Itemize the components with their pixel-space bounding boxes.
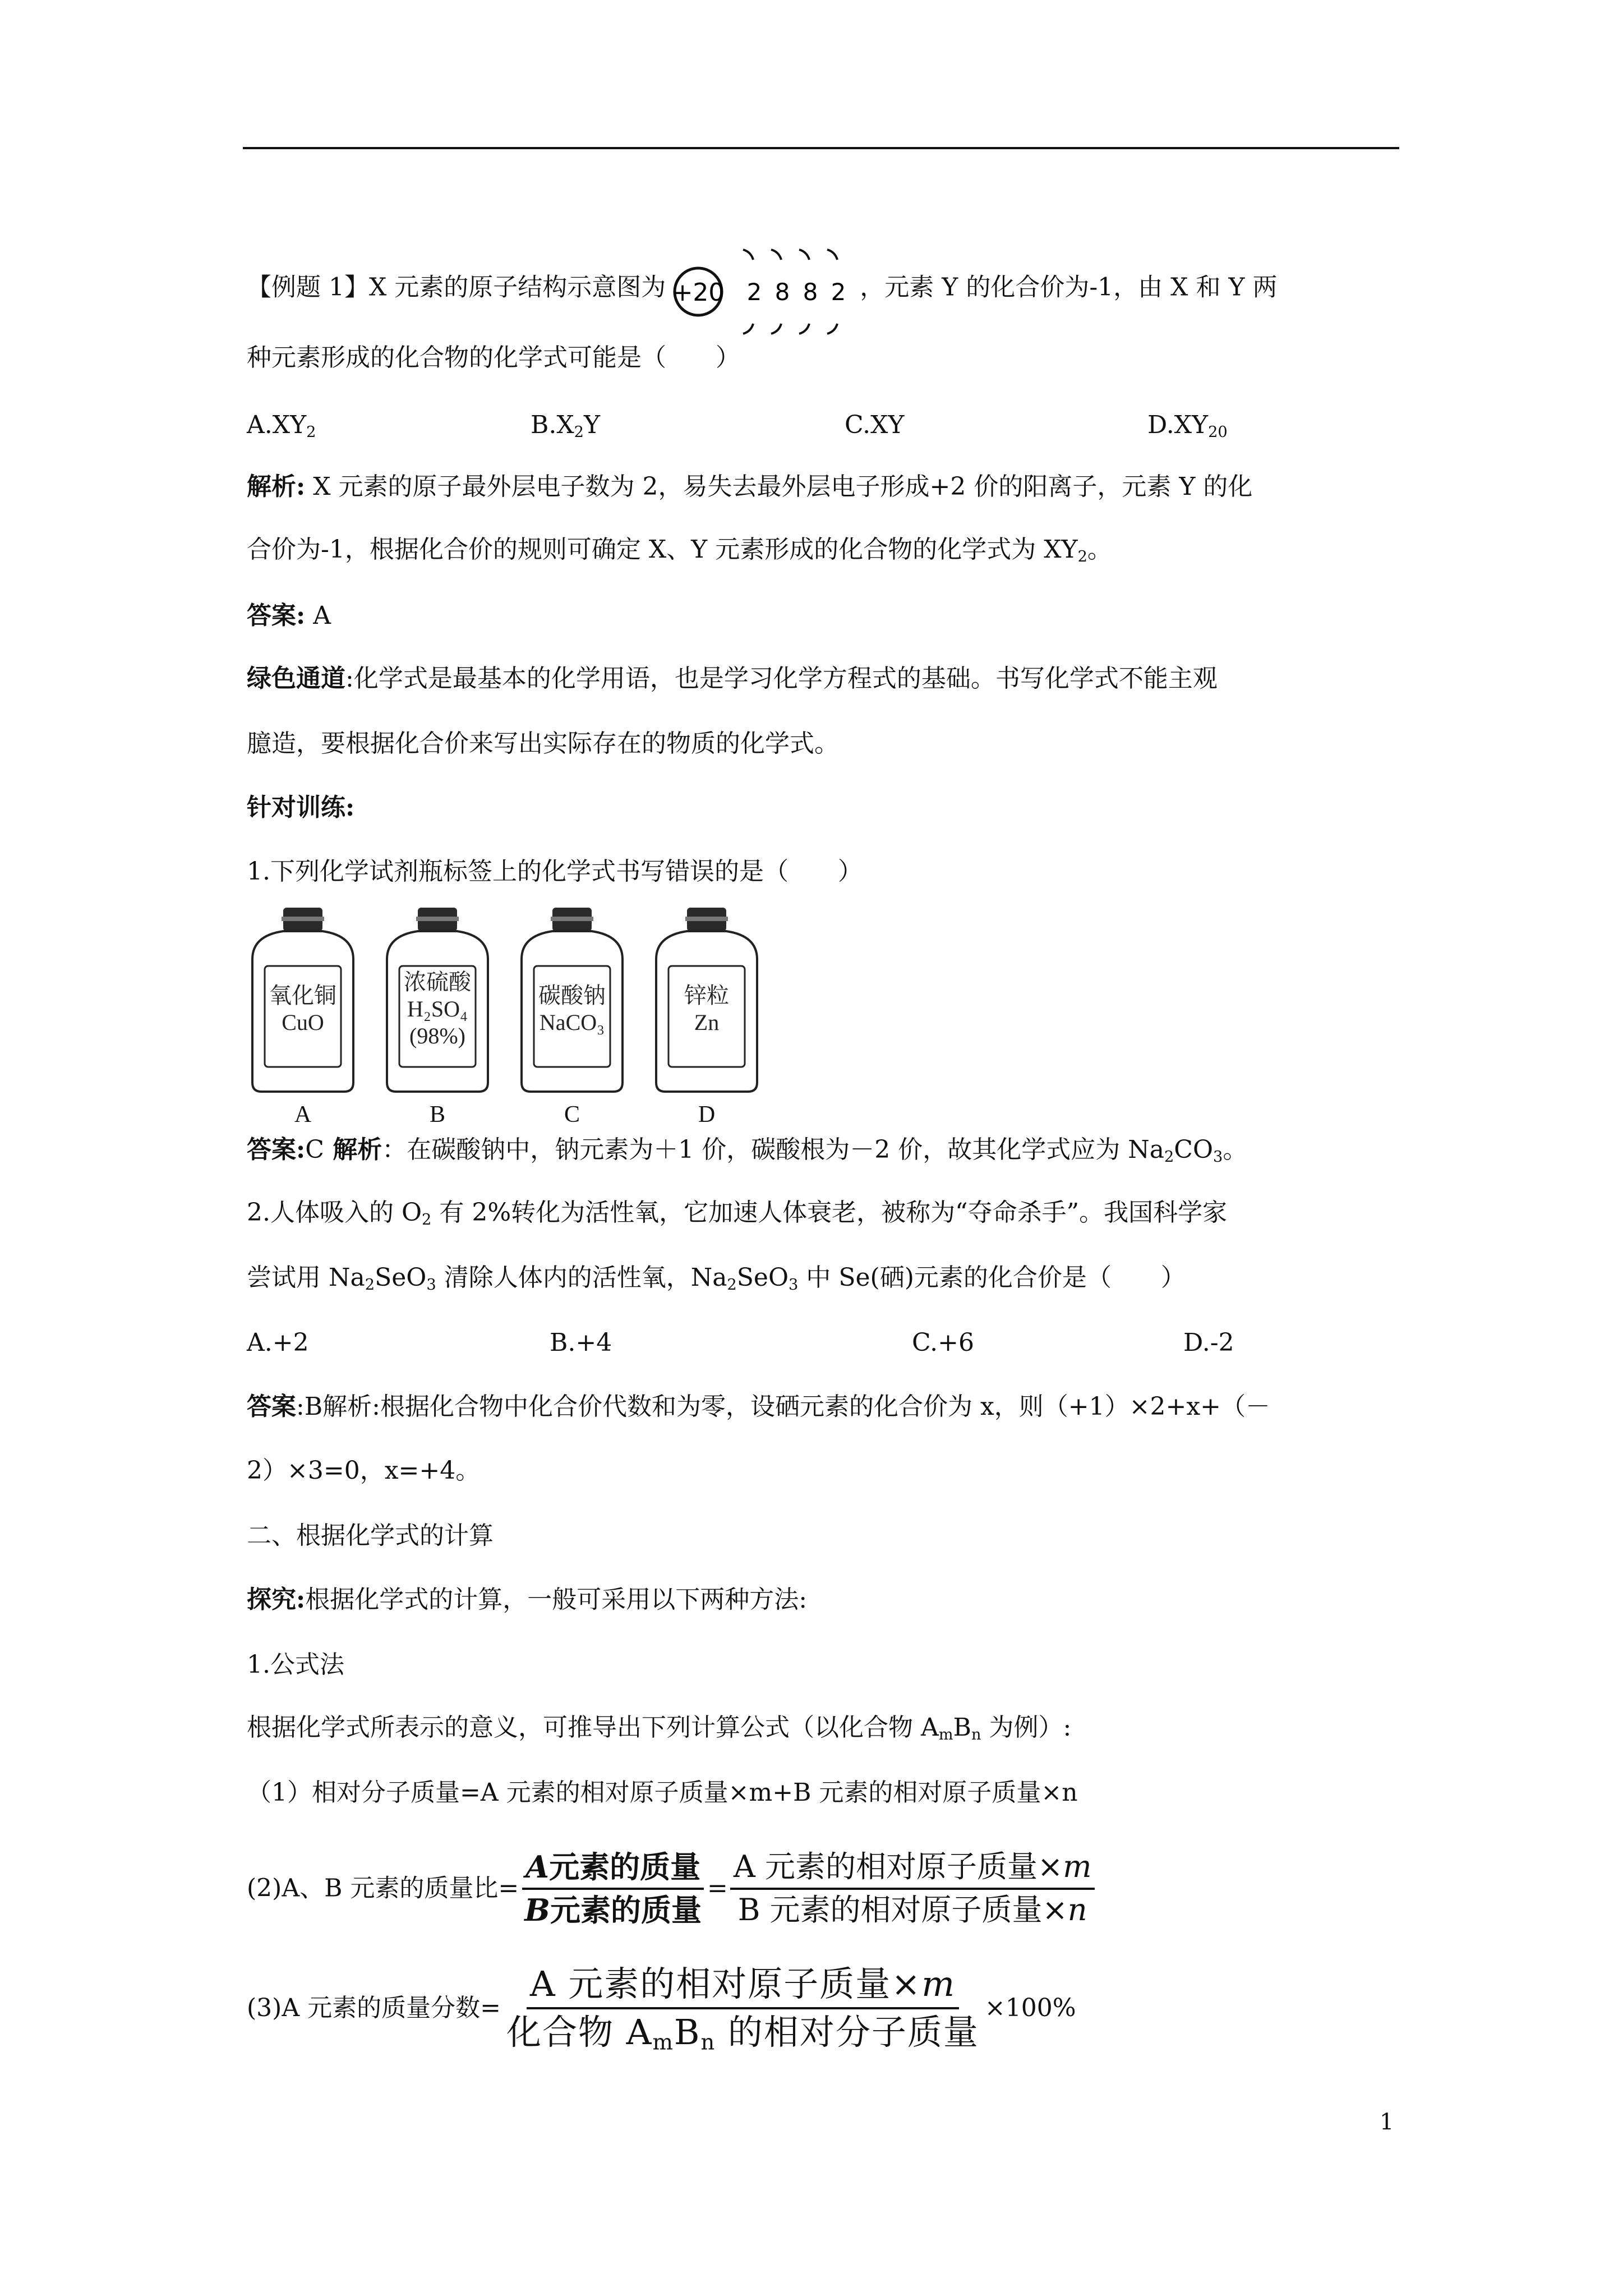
example1-option-c[interactable]: C.XY: [845, 411, 905, 439]
reagent-bottle-c: [522, 908, 623, 1128]
bottle-label-text: 锌粒: [684, 983, 729, 1008]
example1-question-line1: [247, 236, 1278, 342]
q2-line1: 2.人体吸入的 $O_2$ 有 2%转化为活性氧，它加速人体衰老，被称为“夺命杀手”。我国科学家: [247, 1198, 1228, 1228]
q2-option-d[interactable]: D.-2: [1183, 1328, 1234, 1357]
reagent-bottle-d: [656, 908, 757, 1128]
example1-suffix: ，元素 Y 的化合价为-1，由 X 和 Y 两: [860, 273, 1278, 302]
reagent-bottle-a: [252, 908, 353, 1128]
practice-heading: 针对训练:: [247, 793, 355, 822]
example1-option-a[interactable]: $A.XY_2$: [247, 411, 316, 441]
example1-option-b[interactable]: $B.X_2Y$: [531, 411, 601, 441]
formula-intro: 根据化学式所表示的意义，可推导出下列计算公式（以化合物 $A_mB_n$ 为例）:: [247, 1713, 1072, 1743]
q2-option-a[interactable]: A.+2: [247, 1328, 309, 1357]
answer-label: 答案:: [247, 601, 306, 630]
bottle-label-text: CuO: [282, 1010, 324, 1035]
bottle-option-letter: C: [564, 1102, 580, 1128]
example1-option-d[interactable]: $D.XY_{20}$: [1147, 411, 1228, 441]
green-channel-label: 绿色通道: [247, 664, 345, 693]
bottle-label-text: 浓硫酸: [404, 969, 471, 995]
mass-ratio-fraction-left: $\frac{\text{A元素的质量}}{\text{B元素的质量}}$: [521, 1849, 705, 1929]
formula-1: （1）相对分子质量=A 元素的相对原子质量×m+B 元素的相对原子质量×n: [247, 1778, 1078, 1807]
explore-line: 探究:根据化学式的计算，一般可采用以下两种方法:: [247, 1585, 808, 1614]
bottle-label-text: 碳酸钠: [538, 983, 606, 1008]
mass-ratio-fraction-right: $\frac{\text{A 元素的相对原子质量×m}}{\text{B 元素的相对原子质量×n}}$: [730, 1849, 1095, 1929]
q2-answer-line1: 答案:B解析:根据化合物中化合价代数和为零，设硒元素的化合价为 x，则（+1）×2+x+（－: [247, 1392, 1271, 1421]
q2-answer-line2: 2）×3=0，x=+4。: [247, 1456, 481, 1485]
example1-analysis-line2: 合价为-1，根据化合价的规则可确定 X、Y 元素形成的化合物的化学式为 $XY_2$。: [247, 535, 1112, 565]
reagent-bottles-figure: [247, 903, 774, 1128]
bottle-option-letter: D: [698, 1102, 716, 1128]
example1-question-line2: 种元素形成的化合物的化学式可能是（ ）: [247, 343, 740, 372]
q2-option-c[interactable]: C.+6: [912, 1328, 974, 1357]
formula-2: (2)A、B 元素的质量比= $\frac{\text{A元素的质量}}{\text{B元素的质量}}$ = $\frac{\text{A 元素的相对原子质量×m}}{\text{B 元素的相对原子质量×n}}$: [247, 1849, 1097, 1929]
formula-3: (3)A 元素的质量分数= $\frac{\text{A 元素的相对原子质量×m}}{化合物 A_mB_n 的相对分子质量}$ ×100%: [247, 1963, 1076, 2055]
shell-2-electrons: 8: [774, 278, 790, 306]
bottle-label-text: Zn: [694, 1010, 720, 1035]
shell-4-electrons: 2: [831, 278, 846, 306]
mass-fraction-fraction: $\frac{\text{A 元素的相对原子质量×m}}{化合物 A_mB_n 的相对分子质量}$: [506, 1963, 979, 2055]
bottle-label-text: 氧化铜: [269, 983, 336, 1008]
green-channel-line2: 臆造，要根据化合价来写出实际存在的物质的化学式。: [247, 729, 839, 758]
method-1-heading: 1.公式法: [247, 1650, 344, 1679]
example1-answer: 答案: A: [247, 601, 331, 630]
bottle-label-text: H₂SO₄: [407, 996, 468, 1022]
analysis-label: 解析:: [247, 472, 306, 501]
example1-analysis-line1: 解析: X 元素的原子最外层电子数为 2，易失去最外层电子形成+2 价的阳离子，元素 Y 的化: [247, 472, 1253, 501]
bottle-option-letter: B: [429, 1102, 446, 1128]
bottle-option-letter: A: [294, 1102, 312, 1128]
atom-nucleus-label: +20: [672, 278, 725, 307]
q1-text: 1.下列化学试剂瓶标签上的化学式书写错误的是（ ）: [247, 857, 863, 886]
shell-3-electrons: 8: [803, 278, 818, 306]
q1-answer: 答案:C 解析：在碳酸钠中，钠元素为＋1 价，碳酸根为－2 价，故其化学式应为 $Na_2CO_3$。: [247, 1135, 1248, 1166]
atom-structure-diagram: [670, 236, 855, 342]
section-2-heading: 二、根据化学式的计算: [247, 1521, 494, 1550]
green-channel-line1: 绿色通道:化学式是最基本的化学用语，也是学习化学方程式的基础。书写化学式不能主观: [247, 664, 1218, 693]
bottle-label-text: NaCO₃: [539, 1010, 605, 1035]
bottle-label-text: (98%): [409, 1023, 465, 1048]
page-number: 1: [1380, 2109, 1394, 2135]
q2-line2: 尝试用 $Na_2SeO_3$ 清除人体内的活性氧，$Na_2SeO_3$ 中 Se(硒)元素的化合价是（ ）: [247, 1263, 1186, 1294]
q2-option-b[interactable]: B.+4: [550, 1328, 612, 1357]
shell-1-electrons: 2: [746, 278, 762, 306]
reagent-bottle-b: [387, 908, 488, 1128]
header-rule: [243, 147, 1399, 149]
example1-prefix: 【例题 1】X 元素的原子结构示意图为: [247, 273, 666, 302]
